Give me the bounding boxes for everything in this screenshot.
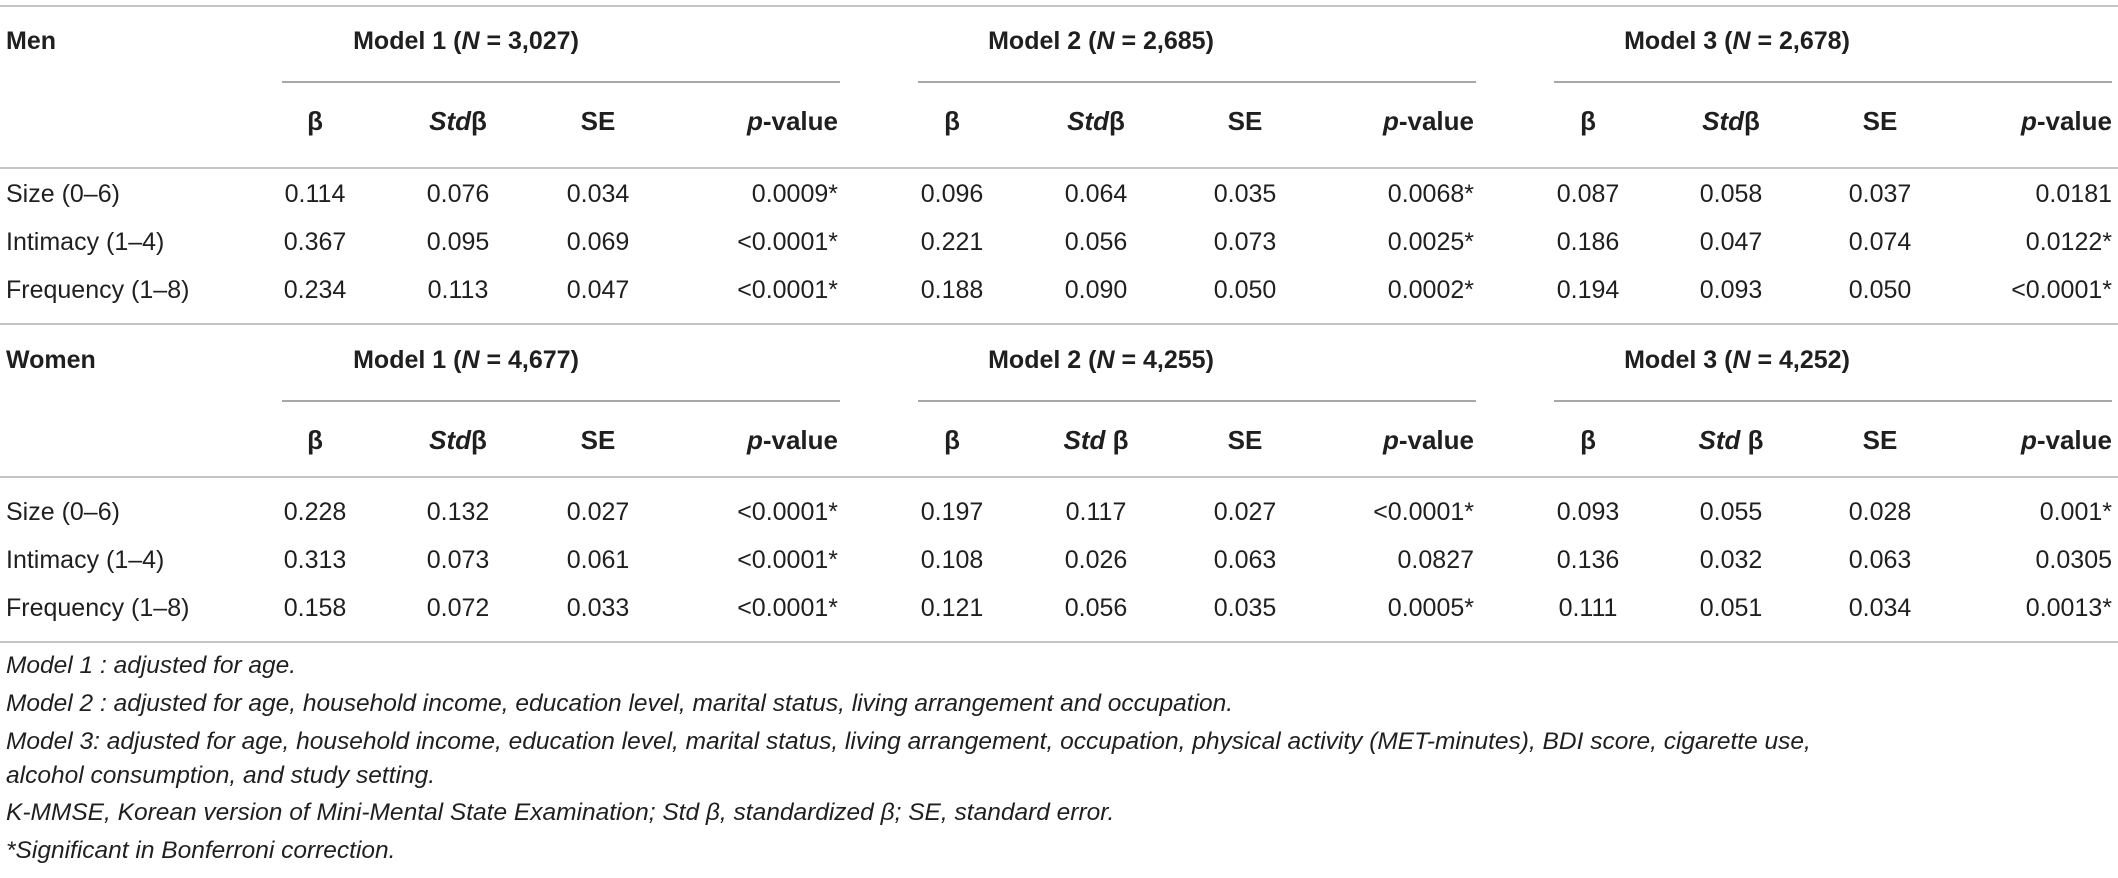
table-cell: 0.0013* — [2025, 594, 2112, 622]
table-cell: 0.073 — [426, 546, 490, 574]
std-label: Std — [1702, 106, 1745, 136]
p-value-header — [1383, 106, 1474, 136]
model-name: Model 2 — [988, 346, 1082, 374]
table-cell: 0.132 — [426, 498, 490, 526]
p-label: p — [1382, 425, 1399, 455]
p-value-header — [2021, 106, 2112, 136]
model-header: Model 2 (N = 2,685) — [988, 27, 1214, 55]
row-label: Size (0–6) — [6, 498, 120, 526]
table-cell: 0.221 — [920, 228, 984, 256]
table-cell: 0.028 — [1848, 498, 1912, 526]
model-underline — [918, 81, 1476, 83]
model-underline — [1554, 81, 2112, 83]
table-cell: <0.0001* — [2011, 276, 2112, 304]
value-label: -value — [762, 425, 838, 455]
table-cell: 0.063 — [1848, 546, 1912, 574]
model-underline — [282, 400, 840, 402]
table-cell: 0.0002* — [1387, 276, 1474, 304]
row-label: Frequency (1–8) — [6, 276, 190, 304]
table-cell: 0.047 — [1699, 228, 1763, 256]
beta-header: β — [944, 425, 960, 455]
std-beta-header — [429, 425, 487, 455]
table-cell: 0.090 — [1064, 276, 1128, 304]
table-cell: 0.073 — [1213, 228, 1277, 256]
table-cell: 0.114 — [284, 180, 346, 208]
section-label: Women — [6, 346, 96, 374]
beta-header: β — [307, 425, 323, 455]
table-cell: 0.0181 — [2035, 180, 2112, 208]
p-value-header — [1383, 425, 1474, 455]
model-underline — [282, 81, 840, 83]
row-label: Size (0–6) — [6, 180, 120, 208]
p-label: p — [2020, 106, 2037, 136]
p-label: p — [1382, 106, 1399, 136]
header-rule — [0, 167, 2118, 169]
table-cell: 0.032 — [1699, 546, 1763, 574]
std-beta-symbol: β — [471, 106, 487, 136]
std-beta-symbol: β — [1112, 425, 1129, 455]
section-bottom-rule — [0, 323, 2118, 325]
beta-header: β — [1580, 106, 1596, 136]
table-cell: 0.197 — [920, 498, 984, 526]
p-label: p — [746, 106, 763, 136]
table-cell: 0.050 — [1848, 276, 1912, 304]
table-cell: 0.188 — [920, 276, 984, 304]
se-header: SE — [580, 106, 616, 136]
se-header: SE — [1862, 425, 1898, 455]
table-cell: 0.0305 — [2035, 546, 2112, 574]
std-label: Std — [1067, 106, 1110, 136]
table-cell: <0.0001* — [737, 498, 838, 526]
table-cell: 0.111 — [1558, 594, 1618, 622]
table-cell: 0.026 — [1064, 546, 1128, 574]
model-header: Model 1 (N = 3,027) — [353, 27, 579, 55]
table-cell: 0.136 — [1556, 546, 1620, 574]
n-label: N — [461, 346, 480, 374]
table-cell: 0.064 — [1064, 180, 1128, 208]
std-beta-header — [1702, 106, 1760, 136]
table-cell: <0.0001* — [737, 276, 838, 304]
footnote: *Significant in Bonferroni correction. — [6, 837, 396, 864]
se-header: SE — [1227, 106, 1263, 136]
table-cell: 0.0009* — [751, 180, 838, 208]
n-value: 4,252 — [1779, 346, 1842, 374]
n-value: 2,678 — [1779, 27, 1842, 55]
std-beta-header — [1699, 425, 1764, 455]
table-cell: 0.033 — [566, 594, 630, 622]
n-label: N — [1732, 27, 1751, 55]
beta-header: β — [944, 106, 960, 136]
model-name: Model 1 — [353, 346, 447, 374]
table-cell: 0.072 — [426, 594, 490, 622]
table-cell: 0.001* — [2039, 498, 2112, 526]
std-label: Std — [1698, 425, 1748, 455]
table-cell: <0.0001* — [737, 594, 838, 622]
n-value: 3,027 — [508, 27, 571, 55]
table-cell: 0.027 — [566, 498, 630, 526]
model-header: Model 1 (N = 4,677) — [353, 346, 579, 374]
table-cell: 0.0068* — [1387, 180, 1474, 208]
model-header: Model 2 (N = 4,255) — [988, 346, 1214, 374]
beta-header: β — [1580, 425, 1596, 455]
value-label: -value — [1398, 106, 1474, 136]
section-label: Men — [6, 27, 56, 55]
n-value: 4,677 — [508, 346, 571, 374]
n-value: 2,685 — [1143, 27, 1206, 55]
table-cell: 0.117 — [1065, 498, 1127, 526]
row-label: Intimacy (1–4) — [6, 228, 165, 256]
table-cell: 0.056 — [1064, 594, 1128, 622]
table-cell: 0.087 — [1556, 180, 1620, 208]
std-beta-symbol: β — [1747, 425, 1764, 455]
value-label: -value — [2036, 425, 2112, 455]
table-cell: 0.093 — [1556, 498, 1620, 526]
table-cell: <0.0001* — [737, 546, 838, 574]
p-label: p — [746, 425, 763, 455]
table-cell: 0.186 — [1556, 228, 1620, 256]
table-cell: 0.0005* — [1387, 594, 1474, 622]
table-top-rule — [0, 5, 2118, 7]
beta-header: β — [307, 106, 323, 136]
table-cell: 0.047 — [566, 276, 630, 304]
table-cell: 0.228 — [283, 498, 347, 526]
n-label: N — [1732, 346, 1751, 374]
table-cell: 0.194 — [1556, 276, 1620, 304]
table-cell: 0.0122* — [2025, 228, 2112, 256]
table-cell: 0.055 — [1699, 498, 1763, 526]
footnote: K-MMSE, Korean version of Mini-Mental State Examination; Std β, standardized β; SE, standard error. — [6, 799, 1115, 826]
std-label: Std — [1063, 425, 1113, 455]
row-label: Frequency (1–8) — [6, 594, 190, 622]
table-cell: 0.367 — [283, 228, 347, 256]
table-cell: 0.063 — [1213, 546, 1277, 574]
row-label: Intimacy (1–4) — [6, 546, 165, 574]
std-beta-symbol: β — [1109, 106, 1125, 136]
std-beta-header — [1067, 106, 1125, 136]
table-cell: 0.034 — [566, 180, 630, 208]
p-value-header — [2021, 425, 2112, 455]
table-cell: 0.050 — [1213, 276, 1277, 304]
table-cell: 0.051 — [1699, 594, 1763, 622]
table-cell: 0.056 — [1064, 228, 1128, 256]
n-value: 4,255 — [1143, 346, 1206, 374]
std-label: Std — [429, 425, 472, 455]
header-rule — [0, 476, 2118, 478]
value-label: -value — [1398, 425, 1474, 455]
std-beta-symbol: β — [1744, 106, 1760, 136]
table-cell: 0.061 — [566, 546, 630, 574]
table-cell: 0.069 — [566, 228, 630, 256]
n-label: N — [1096, 27, 1115, 55]
footnote: alcohol consumption, and study setting. — [6, 762, 436, 789]
table-cell: 0.093 — [1699, 276, 1763, 304]
footnote: Model 3: adjusted for age, household income, education level, marital status, living arrangement, occupation, physical activity (MET-minutes), BDI score, cigarette use, — [6, 728, 1811, 755]
table-cell: <0.0001* — [737, 228, 838, 256]
table-cell: 0.313 — [283, 546, 347, 574]
n-label: N — [1096, 346, 1115, 374]
footnote: Model 1 : adjusted for age. — [6, 652, 297, 679]
model-name: Model 1 — [353, 27, 447, 55]
std-beta-header — [429, 106, 487, 136]
std-label: Std — [429, 106, 472, 136]
footnote: Model 2 : adjusted for age, household income, education level, marital status, living arrangement and occupation. — [6, 690, 1234, 717]
table-cell: 0.0025* — [1387, 228, 1474, 256]
se-header: SE — [580, 425, 616, 455]
table-cell: 0.108 — [920, 546, 984, 574]
se-header: SE — [1227, 425, 1263, 455]
section-bottom-rule — [0, 641, 2118, 643]
value-label: -value — [762, 106, 838, 136]
model-header: Model 3 (N = 4,252) — [1624, 346, 1850, 374]
table-cell: 0.058 — [1699, 180, 1763, 208]
model-header: Model 3 (N = 2,678) — [1624, 27, 1850, 55]
table-cell: 0.074 — [1848, 228, 1912, 256]
value-label: -value — [2036, 106, 2112, 136]
model-underline — [918, 400, 1476, 402]
std-beta-symbol: β — [471, 425, 487, 455]
table-cell: 0.095 — [426, 228, 490, 256]
table-cell: 0.096 — [920, 180, 984, 208]
model-name: Model 3 — [1624, 346, 1718, 374]
model-name: Model 2 — [988, 27, 1082, 55]
table-cell: 0.027 — [1213, 498, 1277, 526]
table-cell: 0.034 — [1848, 594, 1912, 622]
table-cell: 0.035 — [1213, 594, 1277, 622]
table-cell: 0.234 — [283, 276, 347, 304]
se-header: SE — [1862, 106, 1898, 136]
n-label: N — [461, 27, 480, 55]
model-underline — [1554, 400, 2112, 402]
table-cell: 0.121 — [920, 594, 984, 622]
table-cell: <0.0001* — [1373, 498, 1474, 526]
table-cell: 0.037 — [1848, 180, 1912, 208]
model-name: Model 3 — [1624, 27, 1718, 55]
table-cell: 0.158 — [283, 594, 347, 622]
p-value-header — [747, 425, 838, 455]
table-cell: 0.035 — [1213, 180, 1277, 208]
table-cell: 0.076 — [426, 180, 490, 208]
table-cell: 0.0827 — [1397, 546, 1474, 574]
p-value-header — [747, 106, 838, 136]
table-cell: 0.113 — [427, 276, 489, 304]
p-label: p — [2020, 425, 2037, 455]
std-beta-header — [1064, 425, 1129, 455]
